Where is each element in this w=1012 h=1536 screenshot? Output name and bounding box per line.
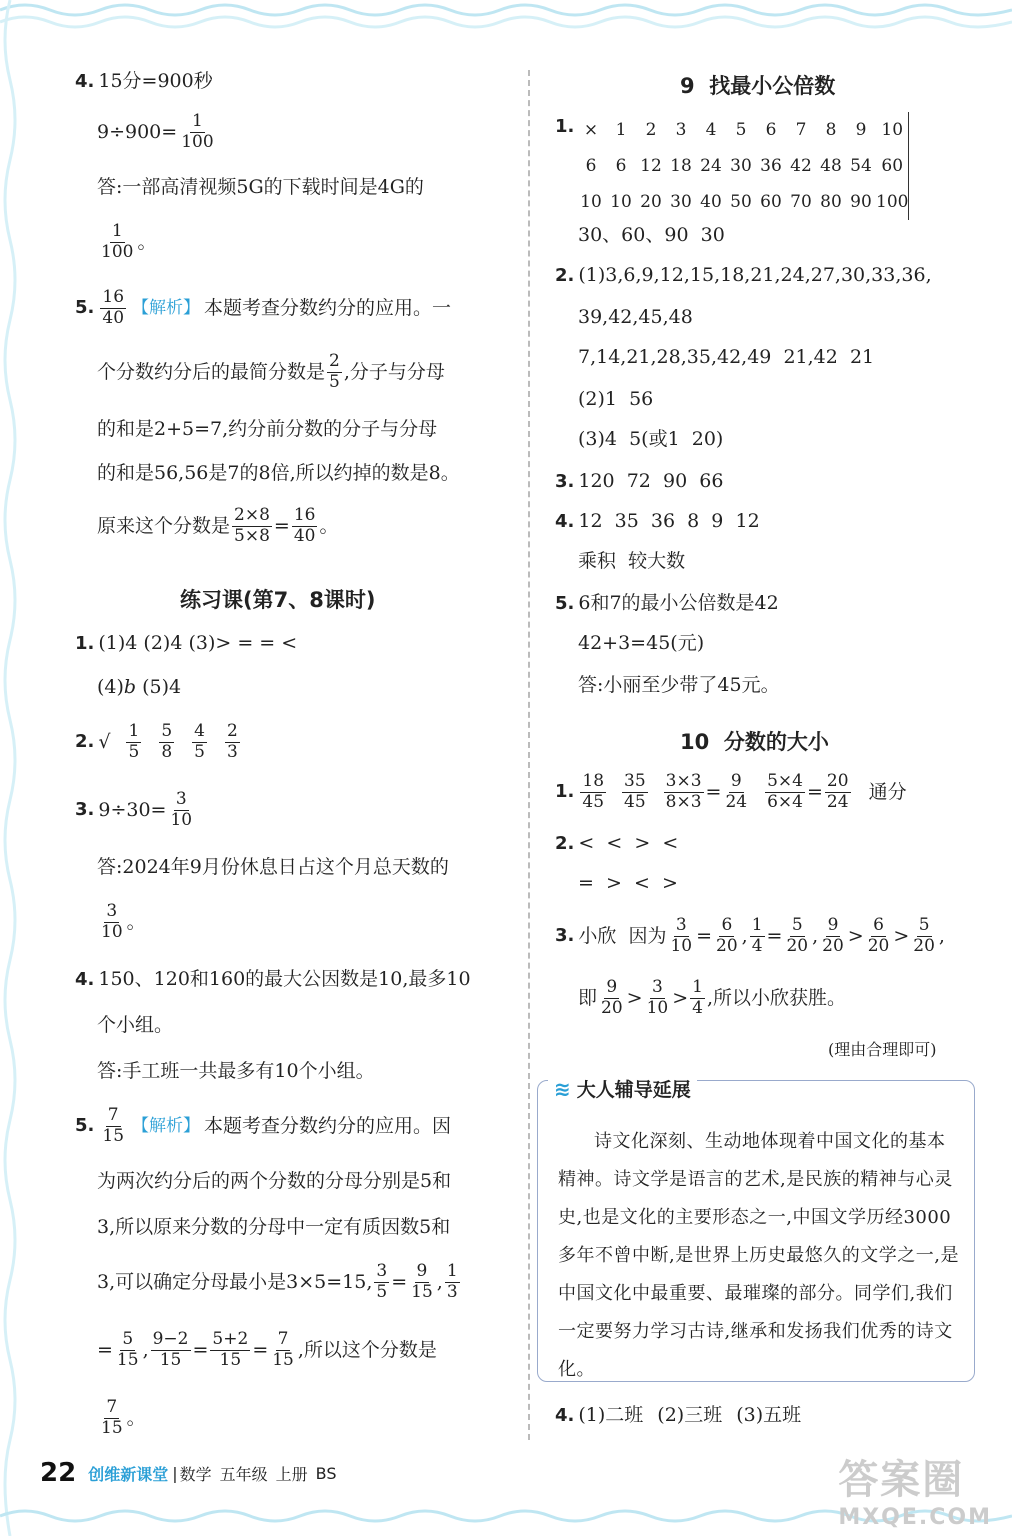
fraction: $\frac{3}{10}$ <box>101 901 123 942</box>
fraction: $\frac{16}{40}$ <box>293 505 316 546</box>
p4-line1: 4. 150、120和160的最大公因数是10,最多10 <box>75 968 471 990</box>
r1-number: 1. <box>555 116 575 137</box>
fraction: $\frac{9}{20}$ <box>822 915 844 956</box>
fraction: $\frac{1}{100}$ <box>101 221 134 262</box>
q5-line2: 个分数约分后的最简分数是 $\frac{2}{5}$ ,分子与分母 <box>97 351 445 392</box>
fraction: $\frac{5}{15}$ <box>116 1329 139 1370</box>
analysis-tag: 【解析】 <box>132 297 201 318</box>
fraction: $\frac{5}{20}$ <box>786 915 809 956</box>
r2-line5: (3)4 5(或1 20) <box>578 428 724 450</box>
fraction: $\frac{7}{15}$ <box>102 1105 125 1146</box>
p4-line2: 个小组。 <box>97 1014 174 1036</box>
r2-line4: (2)1 56 <box>578 388 654 410</box>
p5-line2: 为两次约分后的两个分数的分母分别是5和 <box>97 1170 452 1192</box>
fraction: $\frac{3\times 3}{8\times 3}$ <box>665 771 702 812</box>
r2-line3: 7,14,21,28,35,42,49 21,42 21 <box>578 346 875 368</box>
fraction: $\frac{16}{40}$ <box>102 287 125 328</box>
p5-line5: = $\frac{5}{15}$ , $\frac{9-2}{15}$ = $\frac{5+2}{15}$ = $\frac{7}{15}$ ,所以这个分数是 <box>97 1329 437 1370</box>
r3-line: 3. 120 72 90 66 <box>555 470 724 492</box>
q5-line3: 的和是2+5=7,约分前分数的分子与分母 <box>97 418 438 440</box>
fraction: $\frac{1}{4}$ <box>692 977 703 1018</box>
q4-line2: 9÷900= $\frac{1}{100}$ <box>97 111 214 152</box>
r1-after: 30、60、90 30 <box>578 224 725 246</box>
fraction: $\frac{3}{10}$ <box>646 977 669 1018</box>
brand-name: 创维新课堂 <box>88 1464 169 1484</box>
fraction: $\frac{3}{10}$ <box>670 915 693 956</box>
p1-line2: (4) b (5)4 <box>97 676 182 698</box>
fraction: $\frac{3}{10}$ <box>170 789 193 830</box>
fraction: $\frac{4}{5}$ <box>194 721 205 762</box>
volume: 上册 <box>275 1464 308 1484</box>
t2-line2: = > < > <box>578 872 678 894</box>
t3-note: (理由合理即可) <box>828 1040 937 1059</box>
q5-line1: 5. $\frac{16}{40}$ 【解析】 本题考查分数约分的应用。一 <box>75 287 452 328</box>
r4-line1: 4. 12 35 36 8 9 12 <box>555 510 760 532</box>
p5-line6: $\frac{7}{15}$ 。 <box>101 1397 146 1438</box>
wave-icon: ≋ <box>554 1076 571 1101</box>
r2-line2: 39,42,45,48 <box>578 306 693 328</box>
check-mark: √ <box>98 730 111 753</box>
fraction: $\frac{1}{3}$ <box>446 1261 458 1302</box>
section10-heading: 10 分数的大小 <box>680 730 829 754</box>
fraction: $\frac{7}{15}$ <box>272 1329 294 1370</box>
fraction: $\frac{5}{20}$ <box>913 915 935 956</box>
fraction: $\frac{7}{15}$ <box>101 1397 123 1438</box>
fraction: $\frac{9}{20}$ <box>601 977 623 1018</box>
p3-line3: $\frac{3}{10}$ 。 <box>101 901 146 942</box>
t2-line1: 2. < < > < <box>555 832 679 854</box>
fraction: $\frac{6}{20}$ <box>867 915 890 956</box>
q5-line4: 的和是56,56是7的8倍,所以约掉的数是8。 <box>97 462 460 484</box>
p3-line2: 答:2024年9月份休息日占这个月总天数的 <box>97 856 449 878</box>
fraction: $\frac{5\times 4}{6\times 4}$ <box>767 771 803 812</box>
fraction: $\frac{1}{100}$ <box>181 111 214 152</box>
table-row: 10 10 20 30 40 50 60 70 80 90 100 <box>576 184 909 220</box>
fraction: $\frac{1}{5}$ <box>128 721 140 762</box>
table-row: 6 6 12 18 24 30 36 42 48 54 60 <box>576 148 909 184</box>
p5-line4: 3,可以确定分母最小是3×5=15, $\frac{3}{5}$ = $\frac{9}{15}$ , $\frac{1}{3}$ <box>97 1261 458 1302</box>
fraction: $\frac{2}{3}$ <box>226 721 238 762</box>
box-title: ≋ 大人辅导延展 <box>548 1075 697 1102</box>
r5-line2: 42+3=45(元) <box>578 632 705 654</box>
t3-line2: 即 $\frac{9}{20}$ > $\frac{3}{10}$ > $\frac{1}{4}$ ,所以小欣获胜。 <box>578 977 847 1018</box>
watermark: 答案圈 MXQE.COM <box>838 1457 992 1530</box>
p2-line: 2. √ $\frac{1}{5}$ $\frac{5}{8}$ $\frac{4}{5}$ $\frac{2}{3}$ <box>75 721 238 762</box>
subject: 数学 <box>179 1464 212 1484</box>
t3-line1: 3. 小欣 因为 $\frac{3}{10}$ = $\frac{6}{20}$ , $\frac{1}{4}$ = $\frac{5}{20}$ , $\frac{9}{20}$ > $\frac{6}{20}$ > $\frac{5}{20}$ , <box>555 915 945 956</box>
grade: 五年级 <box>219 1464 268 1484</box>
p5-line3: 3,所以原来分数的分母中一定有质因数5和 <box>97 1216 451 1238</box>
q4-line4: $\frac{1}{100}$ 。 <box>101 221 157 262</box>
q4-line3: 答:一部高清视频5G的下载时间是4G的 <box>97 176 424 198</box>
fraction: $\frac{2}{5}$ <box>329 351 340 392</box>
r5-line3: 答:小丽至少带了45元。 <box>578 674 780 696</box>
t4-line: 4. (1)二班 (2)三班 (3)五班 <box>555 1404 802 1426</box>
q5-line5: 原来这个分数是 $\frac{2\times 8}{5\times 8}$ = $\frac{16}{40}$ 。 <box>97 505 339 546</box>
fraction: $\frac{35}{45}$ <box>624 771 646 812</box>
t1-line: 1. $\frac{18}{45}$ $\frac{35}{45}$ $\frac{3\times 3}{8\times 3}$ = $\frac{9}{24}$ $\frac{5\times 4}{6\times 4}$ = $\frac{20}{24}$ 通分 <box>555 771 907 812</box>
multiplication-table <box>576 112 909 220</box>
fraction: $\frac{18}{45}$ <box>582 771 605 812</box>
side-wave-decoration <box>0 0 30 1536</box>
fraction: $\frac{9-2}{15}$ <box>152 1329 189 1370</box>
top-wave-decoration <box>0 0 1012 40</box>
p4-line3: 答:手工班一共最多有10个小组。 <box>97 1060 375 1082</box>
table-row: × 1 2 3 4 5 6 7 8 9 10 <box>576 112 909 148</box>
fraction: $\frac{2\times 8}{5\times 8}$ <box>234 505 270 546</box>
fraction: $\frac{1}{4}$ <box>751 915 763 956</box>
column-divider <box>528 70 530 1440</box>
p5-line1: 5. $\frac{7}{15}$ 【解析】 本题考查分数约分的应用。因 <box>75 1105 452 1146</box>
fraction: $\frac{5}{8}$ <box>161 721 173 762</box>
fraction: $\frac{9}{24}$ <box>725 771 748 812</box>
p1-line1: 1. (1)4 (2)4 (3)> = = < <box>75 632 298 654</box>
q4-line1: 4. 15分=900秒 <box>75 70 213 92</box>
r5-line1: 5. 6和7的最小公倍数是42 <box>555 592 779 614</box>
page-footer: 22 创维新课堂 | 数学 五年级 上册 BS <box>40 1458 337 1488</box>
r2-line1: 2. (1)3,6,9,12,15,18,21,24,27,30,33,36, <box>555 264 932 286</box>
analysis-tag: 【解析】 <box>132 1115 201 1136</box>
fraction: $\frac{9}{15}$ <box>411 1261 433 1302</box>
fraction: $\frac{5+2}{15}$ <box>212 1329 249 1370</box>
fraction: $\frac{6}{20}$ <box>716 915 738 956</box>
edition: BS <box>315 1463 337 1483</box>
page-number: 22 <box>40 1458 77 1488</box>
fraction: $\frac{3}{5}$ <box>376 1261 388 1302</box>
tutoring-extension-box <box>537 1076 975 1382</box>
practice-heading: 练习课(第7、8课时) <box>180 588 376 612</box>
box-text: 诗文化深刻、生动地体现着中国文化的基本精神。诗文学是语言的艺术,是民族的精神与心灵史,也是文化的主要形态之一,中国文学历经3000多年不曾中断,是世界上历史最悠久的文学之一,是中国文化中最重要、最璀璨的部分。同学们,我们一定要努力学习古诗,继承和发扬我们优秀的诗文化。 <box>558 1131 959 1380</box>
section9-heading: 9 找最小公倍数 <box>680 74 836 98</box>
p3-line1: 3. 9÷30= $\frac{3}{10}$ <box>75 789 193 830</box>
fraction: $\frac{20}{24}$ <box>826 771 849 812</box>
r4-line2: 乘积 较大数 <box>578 550 686 572</box>
